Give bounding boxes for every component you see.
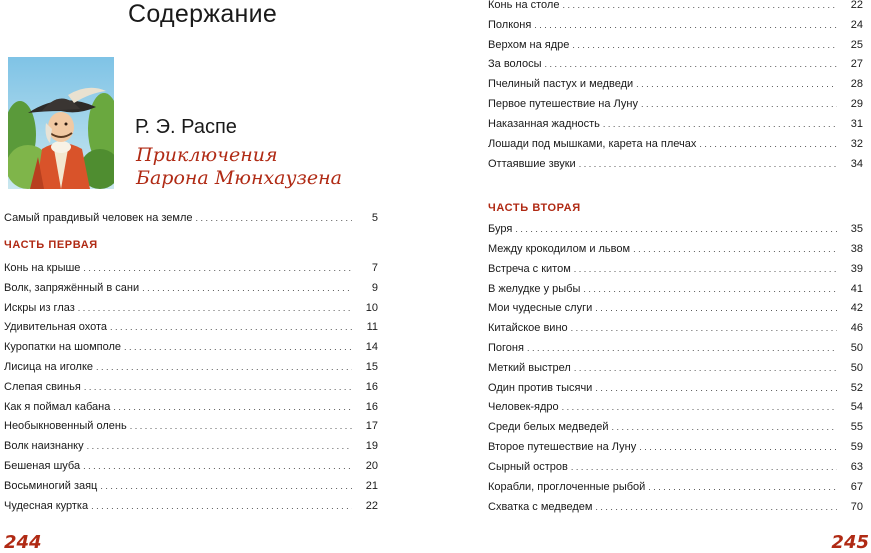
part-two-heading: ЧАСТЬ ВТОРАЯ (488, 202, 581, 214)
toc-entry-page: 41 (850, 283, 863, 295)
toc-entry[interactable] (4, 358, 378, 376)
toc-entry-page: 34 (850, 158, 863, 170)
toc-entry[interactable] (4, 477, 378, 495)
toc-entry-title: Корабли, проглоченные рыбой (488, 481, 646, 493)
toc-entry[interactable] (4, 338, 378, 356)
toc-entry-page: 24 (850, 19, 863, 31)
toc-entry-title: Погоня (488, 342, 524, 354)
toc-entry-title: Второе путешествие на Луну (488, 441, 637, 453)
leader-dots (648, 478, 837, 496)
leader-dots (571, 319, 837, 337)
toc-entry-title: Наказанная жадность (488, 118, 600, 130)
toc-entry[interactable] (488, 478, 863, 496)
toc-entry-title: Пчелиный пастух и медведи (488, 78, 634, 90)
toc-entry[interactable] (488, 75, 863, 93)
toc-entry[interactable] (488, 95, 863, 113)
toc-entry[interactable] (4, 318, 378, 336)
leader-dots (130, 417, 352, 435)
toc-entry-title: Лисица на иголке (4, 361, 93, 373)
toc-entry-title: Удивительная охота (4, 321, 107, 333)
toc-entry[interactable] (488, 155, 863, 173)
toc-entry-title: Оттаявшие звуки (488, 158, 576, 170)
toc-entry-page: 21 (365, 480, 378, 492)
leader-dots (110, 318, 352, 336)
leader-dots (595, 379, 837, 397)
toc-entry-page: 9 (371, 282, 378, 294)
toc-entry-title: Среди белых медведей (488, 421, 609, 433)
toc-entry-title: Схватка с медведем (488, 501, 593, 513)
leader-dots (595, 299, 837, 317)
toc-entry-page: 59 (850, 441, 863, 453)
toc-entry[interactable] (488, 260, 863, 278)
toc-entry[interactable] (488, 339, 863, 357)
toc-entry-page: 10 (365, 302, 378, 314)
leader-dots (583, 280, 837, 298)
toc-entry[interactable] (4, 398, 378, 416)
leader-dots (83, 457, 352, 475)
toc-entry-title: Бешеная шуба (4, 460, 81, 472)
leader-dots (603, 115, 837, 133)
toc-entry-title: Искры из глаз (4, 302, 75, 314)
leader-dots (595, 498, 837, 516)
leader-dots (641, 95, 837, 113)
book-title (136, 144, 342, 190)
leader-dots (574, 359, 837, 377)
toc-entry[interactable] (4, 457, 378, 475)
toc-entry-title: Верхом на ядре (488, 39, 570, 51)
toc-entry-page: 54 (850, 401, 863, 413)
toc-entry-page: 42 (850, 302, 863, 314)
leader-dots (636, 75, 837, 93)
toc-entry-title: Чудесная куртка (4, 500, 89, 512)
toc-entry-page: 67 (850, 481, 863, 493)
toc-entry-page: 31 (850, 118, 863, 130)
toc-entry-page: 20 (365, 460, 378, 472)
toc-entry-title: Буря (488, 223, 513, 235)
toc-entry[interactable] (488, 418, 863, 436)
toc-entry-page: 50 (850, 342, 863, 354)
leader-dots (96, 358, 352, 376)
toc-entry-page: 16 (365, 401, 378, 413)
toc-entry-page: 52 (850, 382, 863, 394)
contents-title: Содержание (128, 0, 278, 28)
leader-dots (113, 398, 352, 416)
toc-entry[interactable] (488, 379, 863, 397)
leader-dots (91, 497, 352, 515)
toc-entry-title: Куропатки на шомполе (4, 341, 122, 353)
toc-entry-title: Сырный остров (488, 461, 568, 473)
book-title-line-1: Приключения (136, 144, 278, 166)
baron-portrait-icon (8, 57, 114, 189)
toc-entry-title: Полконя (488, 19, 532, 31)
author-name: Р. Э. Распе (135, 116, 237, 138)
toc-entry[interactable] (488, 280, 863, 298)
toc-entry[interactable] (488, 0, 863, 14)
toc-entry-page: 46 (850, 322, 863, 334)
toc-entry[interactable] (488, 359, 863, 377)
leader-dots (572, 36, 837, 54)
toc-entry-page: 5 (371, 212, 378, 224)
leader-dots (100, 477, 352, 495)
toc-entry[interactable] (488, 498, 863, 516)
leader-dots (562, 0, 837, 14)
toc-entry-page: 15 (365, 361, 378, 373)
toc-entry[interactable] (488, 319, 863, 337)
toc-entry-page: 55 (850, 421, 863, 433)
page-number-left: 244 (4, 532, 42, 553)
toc-entry-page: 29 (850, 98, 863, 110)
toc-entry-page: 50 (850, 362, 863, 374)
toc-entry[interactable] (4, 378, 378, 396)
toc-entry-page: 63 (850, 461, 863, 473)
leader-dots (83, 259, 352, 277)
toc-entry-page: 22 (365, 500, 378, 512)
toc-entry[interactable] (4, 279, 378, 297)
toc-entry[interactable] (4, 259, 378, 277)
toc-entry-title: В желудке у рыбы (488, 283, 581, 295)
toc-entry-intro[interactable] (4, 209, 378, 227)
toc-entry-title: Встреча с китом (488, 263, 571, 275)
leader-dots (527, 339, 837, 357)
toc-entry-title: Слепая свинья (4, 381, 81, 393)
toc-entry-page: 16 (365, 381, 378, 393)
leader-dots (515, 220, 837, 238)
toc-entry-title: Мои чудесные слуги (488, 302, 593, 314)
toc-entry-title: Конь на столе (488, 0, 560, 11)
toc-entry-title: Как я поймал кабана (4, 401, 111, 413)
leader-dots (562, 398, 837, 416)
toc-entry-page: 14 (365, 341, 378, 353)
toc-entry-page: 19 (365, 440, 378, 452)
toc-entry[interactable] (4, 417, 378, 435)
toc-entry[interactable] (488, 299, 863, 317)
toc-entry-page: 27 (850, 58, 863, 70)
leader-dots (124, 338, 352, 356)
toc-entry-page: 17 (365, 420, 378, 432)
toc-entry-page: 35 (850, 223, 863, 235)
toc-entry[interactable] (4, 299, 378, 317)
toc-entry-page: 39 (850, 263, 863, 275)
toc-entry-page: 7 (371, 262, 378, 274)
leader-dots (544, 55, 837, 73)
toc-entry[interactable] (4, 437, 378, 455)
toc-entry[interactable] (488, 115, 863, 133)
leader-dots (571, 458, 837, 476)
toc-entry[interactable] (488, 135, 863, 153)
toc-entry[interactable] (488, 16, 863, 34)
leader-dots (639, 438, 837, 456)
leader-dots (534, 16, 837, 34)
part-one-heading: ЧАСТЬ ПЕРВАЯ (4, 239, 98, 251)
toc-entry-page: 70 (850, 501, 863, 513)
page-number-right: 245 (831, 532, 869, 553)
toc-entry-title: Необыкновенный олень (4, 420, 127, 432)
toc-entry-title: За волосы (488, 58, 542, 70)
toc-entry-title: Первое путешествие на Луну (488, 98, 638, 110)
toc-entry-title: Волк, запряжённый в сани (4, 282, 140, 294)
leader-dots (574, 260, 837, 278)
toc-entry-title: Китайское вино (488, 322, 568, 334)
leader-dots (84, 378, 352, 396)
toc-entry[interactable] (488, 220, 863, 238)
toc-entry[interactable] (488, 36, 863, 54)
toc-entry-page: 22 (850, 0, 863, 11)
toc-entry-page: 25 (850, 39, 863, 51)
toc-entry-title: Самый правдивый человек на земле (4, 212, 193, 224)
toc-entry-title: Между крокодилом и львом (488, 243, 631, 255)
toc-entry[interactable] (488, 438, 863, 456)
leader-dots (612, 418, 837, 436)
leader-dots (699, 135, 837, 153)
left-page (0, 0, 435, 553)
toc-entry-page: 28 (850, 78, 863, 90)
book-title-line-2: Барона Мюнхаузена (136, 167, 342, 189)
toc-entry-title: Восьминогий заяц (4, 480, 98, 492)
toc-entry-page: 11 (366, 321, 378, 333)
toc-entry[interactable] (488, 55, 863, 73)
toc-entry-title: Волк наизнанку (4, 440, 84, 452)
toc-entry-title: Конь на крыше (4, 262, 81, 274)
leader-dots (87, 437, 352, 455)
toc-entry-title: Меткий выстрел (488, 362, 571, 374)
leader-dots (78, 299, 352, 317)
leader-dots (633, 240, 837, 258)
toc-entry-title: Один против тысячи (488, 382, 593, 394)
toc-entry-title: Лошади под мышками, карета на плечах (488, 138, 697, 150)
toc-entry-title: Человек-ядро (488, 401, 559, 413)
leader-dots (579, 155, 837, 173)
toc-entry[interactable] (488, 458, 863, 476)
leader-dots (196, 209, 352, 227)
right-page (436, 0, 871, 553)
toc-entry-page: 32 (850, 138, 863, 150)
toc-entry[interactable] (4, 497, 378, 515)
toc-entry[interactable] (488, 398, 863, 416)
leader-dots (142, 279, 352, 297)
toc-entry[interactable] (488, 240, 863, 258)
toc-entry-page: 38 (850, 243, 863, 255)
